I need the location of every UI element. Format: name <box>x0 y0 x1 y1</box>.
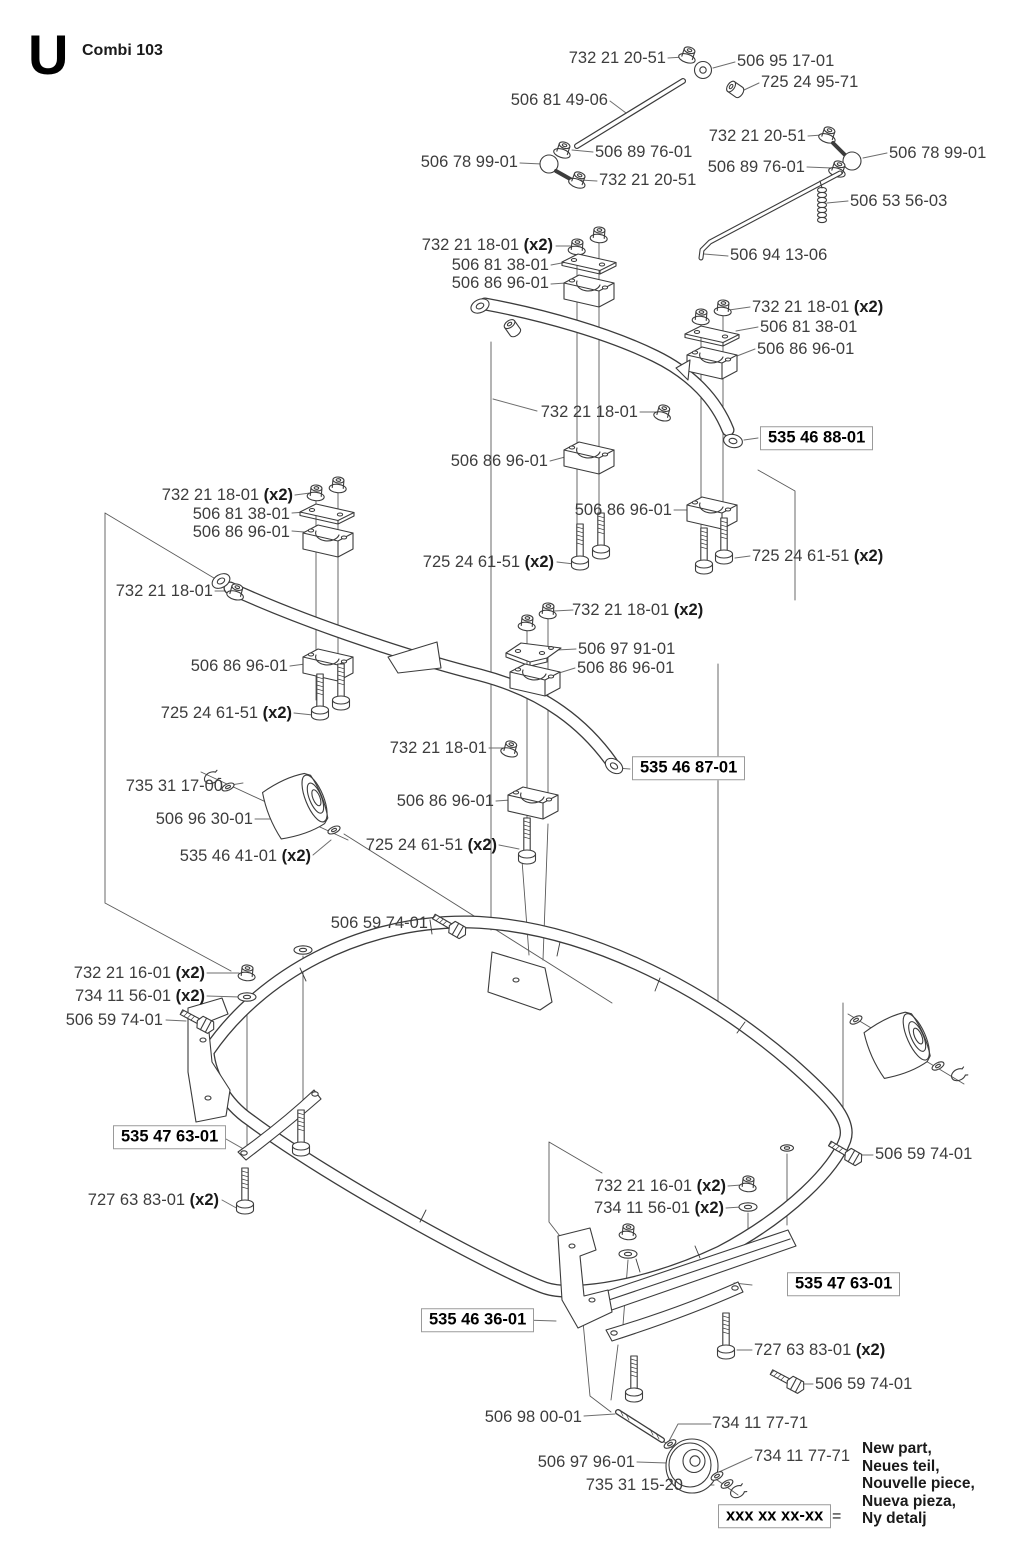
left-roller-assembly <box>203 769 342 844</box>
part-number-label: 732 21 20-51 <box>599 170 697 189</box>
assembly-ref-label: 535 46 36-01 <box>421 1308 534 1332</box>
part-number-label: 732 21 20-51 <box>708 126 806 145</box>
part-number-label: 506 53 56-03 <box>850 191 948 210</box>
right-roller-assembly <box>849 1007 969 1083</box>
assembly-ref-label: 535 47 63-01 <box>113 1125 226 1149</box>
part-number-label: 732 21 18-01 <box>389 738 487 757</box>
part-number-label: 735 31 15-20 <box>585 1475 683 1494</box>
part-number-label: 732 21 20-51 <box>568 48 666 67</box>
part-number-label: 506 97 96-01 <box>537 1452 635 1471</box>
assembly-ref-label: 535 46 88-01 <box>760 426 873 450</box>
part-number-label: 506 89 76-01 <box>595 142 693 161</box>
upper-crossbar-assembly <box>469 226 744 574</box>
part-number-label: 735 31 17-00 <box>125 776 223 795</box>
new-part-legend-line: Nueva pieza, <box>862 1492 956 1510</box>
leader-lines <box>166 57 887 1485</box>
part-number-label: 506 81 38-01 <box>192 504 290 523</box>
page-title: Combi 103 <box>82 42 163 59</box>
part-number-label: 506 81 38-01 <box>760 317 858 336</box>
new-part-legend <box>862 1440 975 1528</box>
part-number-label: 732 21 18-01 <box>540 402 638 421</box>
part-number-label: 506 97 91-01 <box>578 639 676 658</box>
part-number-label: 506 86 96-01 <box>451 273 549 292</box>
part-number-label: 506 96 30-01 <box>155 809 253 828</box>
assembly-ref-label: 535 47 63-01 <box>787 1272 900 1296</box>
part-number-label: 727 63 83-01 (x2) <box>87 1190 219 1209</box>
part-number-label: 506 86 96-01 <box>757 339 855 358</box>
part-number-label: 506 81 49-06 <box>510 90 608 109</box>
section-letter: U <box>28 23 69 86</box>
part-number-label: 732 21 18-01 (x2) <box>752 297 884 316</box>
part-number-label: 732 21 16-01 (x2) <box>594 1176 726 1195</box>
part-number-label: 734 11 56-01 (x2) <box>594 1198 724 1217</box>
part-number-label: 506 86 96-01 <box>577 658 675 677</box>
part-number-label: 725 24 61-51 (x2) <box>752 546 884 565</box>
new-part-legend-line: Neues teil, <box>862 1457 940 1475</box>
part-number-label: 732 21 18-01 (x2) <box>421 235 553 254</box>
part-number-label: 732 21 18-01 <box>115 581 213 600</box>
part-number-label: 506 81 38-01 <box>451 255 549 274</box>
new-part-legend-line: Ny detalj <box>862 1510 927 1527</box>
part-number-label: 506 78 99-01 <box>420 152 518 171</box>
part-number-label: 725 24 61-51 (x2) <box>365 835 497 854</box>
part-number-label: 727 63 83-01 (x2) <box>754 1340 886 1359</box>
part-number-label: 506 94 13-06 <box>730 245 828 264</box>
part-number-label: 506 59 74-01 <box>65 1010 163 1029</box>
legend-equals-sign: = <box>832 1508 842 1525</box>
construction-lines <box>105 241 964 1495</box>
part-number-label: 732 21 18-01 (x2) <box>161 485 293 504</box>
part-number-label: 506 59 74-01 <box>330 913 428 932</box>
part-number-label: 506 86 96-01 <box>192 522 290 541</box>
part-number-label: 506 86 96-01 <box>450 451 548 470</box>
new-part-legend-line: New part, <box>862 1440 932 1457</box>
part-number-label: 725 24 61-51 (x2) <box>160 703 292 722</box>
part-number-label: 734 11 77-71 <box>712 1413 809 1432</box>
part-number-label: 506 59 74-01 <box>875 1144 973 1163</box>
new-part-legend-line: Nouvelle piece, <box>862 1475 975 1492</box>
part-number-label: 506 86 96-01 <box>190 656 288 675</box>
part-number-label: 506 89 76-01 <box>707 157 805 176</box>
part-number-label: 732 21 18-01 (x2) <box>572 600 704 619</box>
assembly-ref-label: 535 46 87-01 <box>632 756 745 780</box>
part-number-label: 734 11 77-71 <box>754 1446 851 1465</box>
part-number-label: 535 46 41-01 (x2) <box>179 846 311 865</box>
part-number-label: 506 59 74-01 <box>815 1374 913 1393</box>
part-number-label: 725 24 95-71 <box>761 72 859 91</box>
part-number-label: 734 11 56-01 (x2) <box>75 986 205 1005</box>
assembly-ref-label: xxx xx xx-xx <box>718 1504 831 1528</box>
part-number-label: 506 98 00-01 <box>484 1407 582 1426</box>
part-number-label: 506 86 96-01 <box>574 500 672 519</box>
part-number-label: 725 24 61-51 (x2) <box>422 552 554 571</box>
part-number-label: 506 78 99-01 <box>889 143 987 162</box>
part-number-label: 732 21 16-01 (x2) <box>73 963 205 982</box>
part-number-label: 506 86 96-01 <box>396 791 494 810</box>
part-number-label: 506 95 17-01 <box>737 51 835 70</box>
